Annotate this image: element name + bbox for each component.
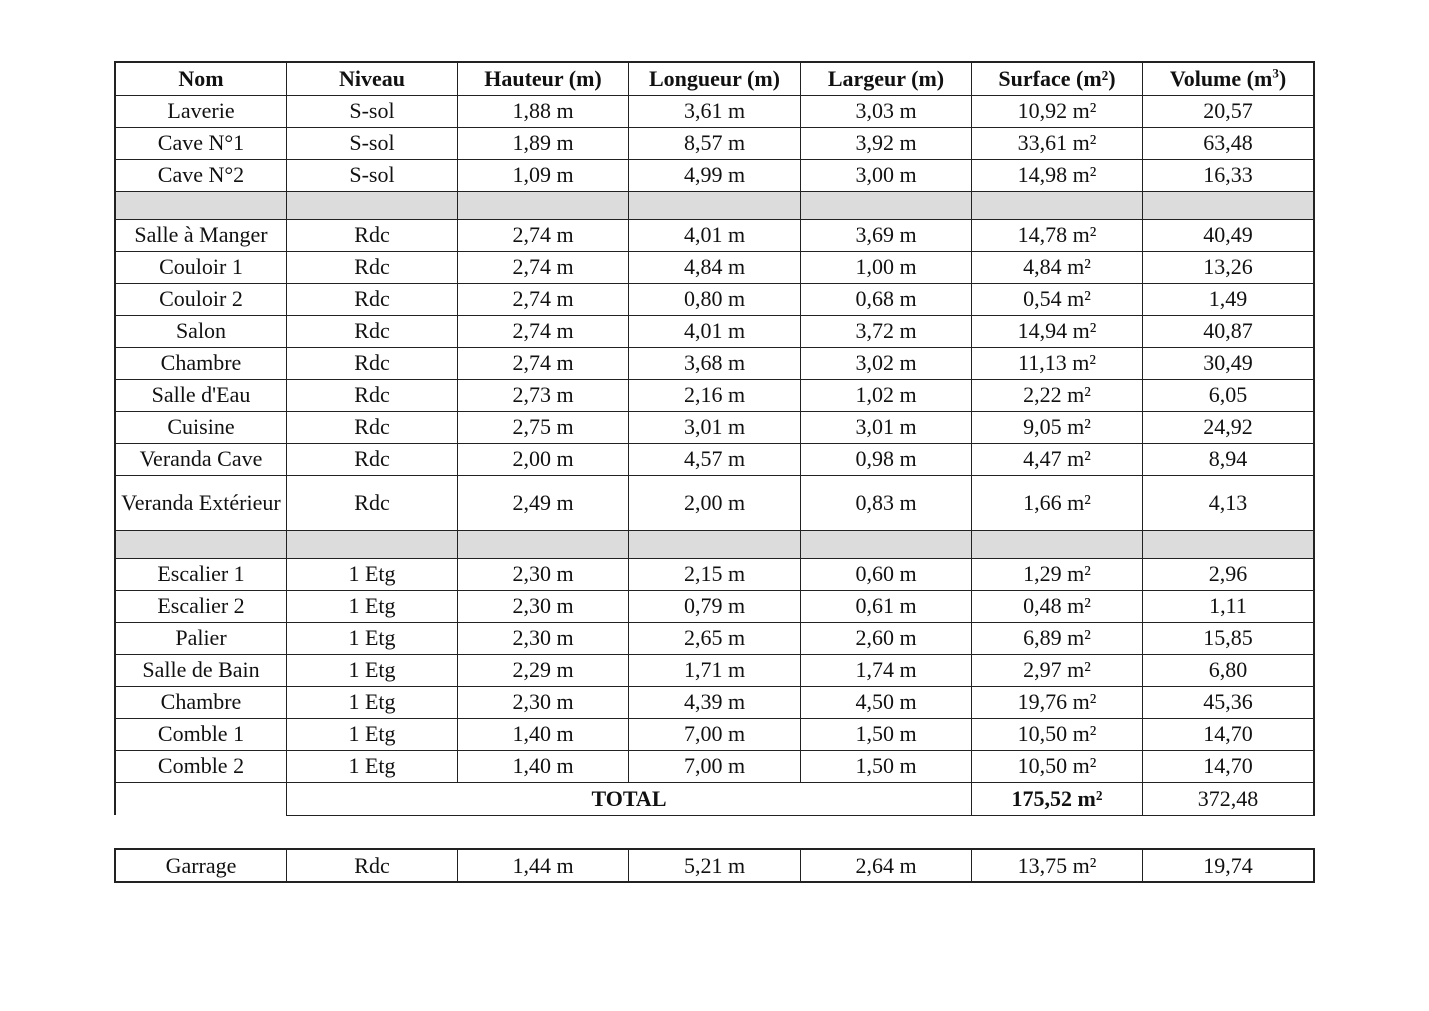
rooms-body — [115, 95, 1314, 815]
table-cell: 0,48 m² — [972, 590, 1143, 622]
table-cell: Cave N°1 — [115, 127, 287, 159]
table-cell: 3,72 m — [801, 315, 972, 347]
garage-cell: 1,44 m — [458, 849, 629, 882]
table-cell: 3,03 m — [801, 95, 972, 127]
table-cell: 2,96 — [1143, 558, 1315, 590]
table-cell: 3,01 m — [629, 411, 801, 443]
table-row — [115, 654, 1314, 686]
header-nom: Nom — [115, 62, 287, 95]
table-cell: 2,74 m — [458, 315, 629, 347]
table-cell: 8,57 m — [629, 127, 801, 159]
header-longueur: Longueur (m) — [629, 62, 801, 95]
table-cell: 0,61 m — [801, 590, 972, 622]
table-cell: Rdc — [287, 411, 458, 443]
table-cell: 2,97 m² — [972, 654, 1143, 686]
table-row — [115, 127, 1314, 159]
table-cell: 40,87 — [1143, 315, 1315, 347]
table-cell: S-sol — [287, 95, 458, 127]
header-surface: Surface (m²) — [972, 62, 1143, 95]
table-cell: 10,92 m² — [972, 95, 1143, 127]
separator-row — [115, 191, 1314, 219]
table-cell: 45,36 — [1143, 686, 1315, 718]
table-cell: Rdc — [287, 283, 458, 315]
table-cell: 1 Etg — [287, 558, 458, 590]
garage-cell: 19,74 — [1143, 849, 1315, 882]
table-cell: 1 Etg — [287, 590, 458, 622]
header-largeur: Largeur (m) — [801, 62, 972, 95]
separator-cell — [458, 191, 629, 219]
table-cell: 1,66 m² — [972, 475, 1143, 530]
table-cell: Comble 2 — [115, 750, 287, 782]
separator-cell — [972, 191, 1143, 219]
separator-cell — [972, 530, 1143, 558]
table-cell: 1,71 m — [629, 654, 801, 686]
table-cell: 10,50 m² — [972, 750, 1143, 782]
table-cell: 14,78 m² — [972, 219, 1143, 251]
table-cell: Cave N°2 — [115, 159, 287, 191]
table-cell: 3,69 m — [801, 219, 972, 251]
separator-cell — [115, 530, 287, 558]
table-cell: 2,65 m — [629, 622, 801, 654]
table-cell: 1,40 m — [458, 750, 629, 782]
table-cell: 4,47 m² — [972, 443, 1143, 475]
separator-cell — [287, 530, 458, 558]
table-cell: Cuisine — [115, 411, 287, 443]
table-cell: 1 Etg — [287, 750, 458, 782]
table-row — [115, 443, 1314, 475]
garage-cell: Garrage — [115, 849, 287, 882]
table-cell: 3,01 m — [801, 411, 972, 443]
table-cell: 0,80 m — [629, 283, 801, 315]
table-cell: Salle de Bain — [115, 654, 287, 686]
separator-cell — [287, 191, 458, 219]
table-cell: 3,92 m — [801, 127, 972, 159]
table-cell: 14,94 m² — [972, 315, 1143, 347]
header-volume-text: Volume (m — [1169, 65, 1273, 91]
table-cell: 1,29 m² — [972, 558, 1143, 590]
table-cell: 1,89 m — [458, 127, 629, 159]
table-cell: 4,99 m — [629, 159, 801, 191]
table-cell: Laverie — [115, 95, 287, 127]
table-cell: Rdc — [287, 443, 458, 475]
table-cell: 2,74 m — [458, 347, 629, 379]
table-cell: 6,05 — [1143, 379, 1315, 411]
garage-table — [114, 848, 1315, 883]
table-cell: Rdc — [287, 251, 458, 283]
table-cell: 1,74 m — [801, 654, 972, 686]
table-cell: Couloir 2 — [115, 283, 287, 315]
table-cell: 4,57 m — [629, 443, 801, 475]
header-niveau: Niveau — [287, 62, 458, 95]
table-cell: 0,79 m — [629, 590, 801, 622]
table-cell: Veranda Extérieur — [115, 475, 287, 530]
table-cell: 6,80 — [1143, 654, 1315, 686]
table-cell: 1,02 m — [801, 379, 972, 411]
table-cell: 1,49 — [1143, 283, 1315, 315]
table-cell: 14,70 — [1143, 718, 1315, 750]
table-cell: 1,50 m — [801, 718, 972, 750]
table-row — [115, 622, 1314, 654]
table-cell: Escalier 1 — [115, 558, 287, 590]
table-row — [115, 315, 1314, 347]
table-cell: 14,70 — [1143, 750, 1315, 782]
table-cell: 2,00 m — [458, 443, 629, 475]
table-row — [115, 558, 1314, 590]
garage-cell: 5,21 m — [629, 849, 801, 882]
table-cell: 1 Etg — [287, 718, 458, 750]
table-cell: 24,92 — [1143, 411, 1315, 443]
table-cell: 0,83 m — [801, 475, 972, 530]
table-row — [115, 251, 1314, 283]
table-row — [115, 95, 1314, 127]
separator-cell — [629, 530, 801, 558]
table-cell: 10,50 m² — [972, 718, 1143, 750]
table-cell: 20,57 — [1143, 95, 1315, 127]
table-cell: Rdc — [287, 379, 458, 411]
table-cell: 2,60 m — [801, 622, 972, 654]
table-cell: 3,61 m — [629, 95, 801, 127]
table-cell: 1 Etg — [287, 622, 458, 654]
table-cell: 14,98 m² — [972, 159, 1143, 191]
table-cell: 2,74 m — [458, 283, 629, 315]
separator-cell — [629, 191, 801, 219]
garage-row — [115, 849, 1314, 882]
table-cell: 2,30 m — [458, 686, 629, 718]
table-cell: 4,01 m — [629, 219, 801, 251]
table-cell: 63,48 — [1143, 127, 1315, 159]
table-cell: 3,02 m — [801, 347, 972, 379]
table-cell: Rdc — [287, 347, 458, 379]
table-cell: 3,68 m — [629, 347, 801, 379]
table-row — [115, 219, 1314, 251]
table-row — [115, 411, 1314, 443]
table-cell: 9,05 m² — [972, 411, 1143, 443]
table-cell: 2,30 m — [458, 558, 629, 590]
table-cell: 1 Etg — [287, 654, 458, 686]
table-cell: Salon — [115, 315, 287, 347]
table-cell: 4,39 m — [629, 686, 801, 718]
table-cell: Rdc — [287, 219, 458, 251]
table-cell: 1,88 m — [458, 95, 629, 127]
table-cell: 4,50 m — [801, 686, 972, 718]
table-cell: 2,30 m — [458, 622, 629, 654]
table-cell: 2,22 m² — [972, 379, 1143, 411]
garage-cell: Rdc — [287, 849, 458, 882]
separator-cell — [115, 191, 287, 219]
table-cell: 2,29 m — [458, 654, 629, 686]
table-cell: Salle d'Eau — [115, 379, 287, 411]
table-cell: 4,84 m² — [972, 251, 1143, 283]
table-cell: 7,00 m — [629, 750, 801, 782]
header-row — [115, 62, 1314, 95]
header-volume-sup: 3 — [1272, 65, 1279, 81]
table-cell: Rdc — [287, 315, 458, 347]
table-cell: 2,74 m — [458, 219, 629, 251]
table-cell: 2,15 m — [629, 558, 801, 590]
table-cell: 0,98 m — [801, 443, 972, 475]
table-cell: 0,68 m — [801, 283, 972, 315]
table-cell: 2,74 m — [458, 251, 629, 283]
table-cell: 2,75 m — [458, 411, 629, 443]
header-hauteur: Hauteur (m) — [458, 62, 629, 95]
table-cell: 30,49 — [1143, 347, 1315, 379]
table-cell: 4,84 m — [629, 251, 801, 283]
table-row — [115, 379, 1314, 411]
table-cell: 4,13 — [1143, 475, 1315, 530]
table-cell: Comble 1 — [115, 718, 287, 750]
separator-cell — [1143, 530, 1315, 558]
table-cell: 1,11 — [1143, 590, 1315, 622]
table-cell: Chambre — [115, 686, 287, 718]
table-cell: 11,13 m² — [972, 347, 1143, 379]
table-row — [115, 283, 1314, 315]
total-surface: 175,52 m² — [972, 782, 1143, 815]
garage-cell: 2,64 m — [801, 849, 972, 882]
table-cell: Escalier 2 — [115, 590, 287, 622]
table-cell: 0,54 m² — [972, 283, 1143, 315]
separator-cell — [1143, 191, 1315, 219]
garage-cell: 13,75 m² — [972, 849, 1143, 882]
table-cell: Palier — [115, 622, 287, 654]
table-row — [115, 347, 1314, 379]
table-cell: S-sol — [287, 159, 458, 191]
table-cell: 1 Etg — [287, 686, 458, 718]
table-cell: 1,09 m — [458, 159, 629, 191]
header-volume-close: ) — [1278, 65, 1287, 91]
total-row — [115, 782, 1314, 815]
separator-cell — [801, 530, 972, 558]
table-cell: 2,73 m — [458, 379, 629, 411]
table-cell: 40,49 — [1143, 219, 1315, 251]
table-cell: Rdc — [287, 475, 458, 530]
table-cell: 2,16 m — [629, 379, 801, 411]
rooms-table — [114, 61, 1315, 816]
separator-cell — [801, 191, 972, 219]
table-cell: 2,49 m — [458, 475, 629, 530]
table-row — [115, 475, 1314, 530]
header-volume — [1143, 62, 1315, 95]
table-cell: 2,30 m — [458, 590, 629, 622]
table-cell: 1,40 m — [458, 718, 629, 750]
table-cell: Salle à Manger — [115, 219, 287, 251]
table-row — [115, 686, 1314, 718]
table-cell: Veranda Cave — [115, 443, 287, 475]
table-cell: 16,33 — [1143, 159, 1315, 191]
table-cell: 8,94 — [1143, 443, 1315, 475]
table-cell: 4,01 m — [629, 315, 801, 347]
table-cell: 33,61 m² — [972, 127, 1143, 159]
table-cell: 13,26 — [1143, 251, 1315, 283]
table-cell: 1,00 m — [801, 251, 972, 283]
total-volume: 372,48 — [1143, 782, 1315, 815]
separator-row — [115, 530, 1314, 558]
total-blank-cell — [115, 782, 287, 815]
table-cell: 3,00 m — [801, 159, 972, 191]
table-cell: S-sol — [287, 127, 458, 159]
table-cell: 15,85 — [1143, 622, 1315, 654]
separator-cell — [458, 530, 629, 558]
table-cell: 0,60 m — [801, 558, 972, 590]
table-row — [115, 718, 1314, 750]
table-cell: Couloir 1 — [115, 251, 287, 283]
table-cell: Chambre — [115, 347, 287, 379]
table-row — [115, 159, 1314, 191]
table-row — [115, 750, 1314, 782]
table-cell: 7,00 m — [629, 718, 801, 750]
total-label: TOTAL — [287, 782, 972, 815]
table-cell: 6,89 m² — [972, 622, 1143, 654]
table-cell: 2,00 m — [629, 475, 801, 530]
table-cell: 1,50 m — [801, 750, 972, 782]
table-cell: 19,76 m² — [972, 686, 1143, 718]
table-row — [115, 590, 1314, 622]
